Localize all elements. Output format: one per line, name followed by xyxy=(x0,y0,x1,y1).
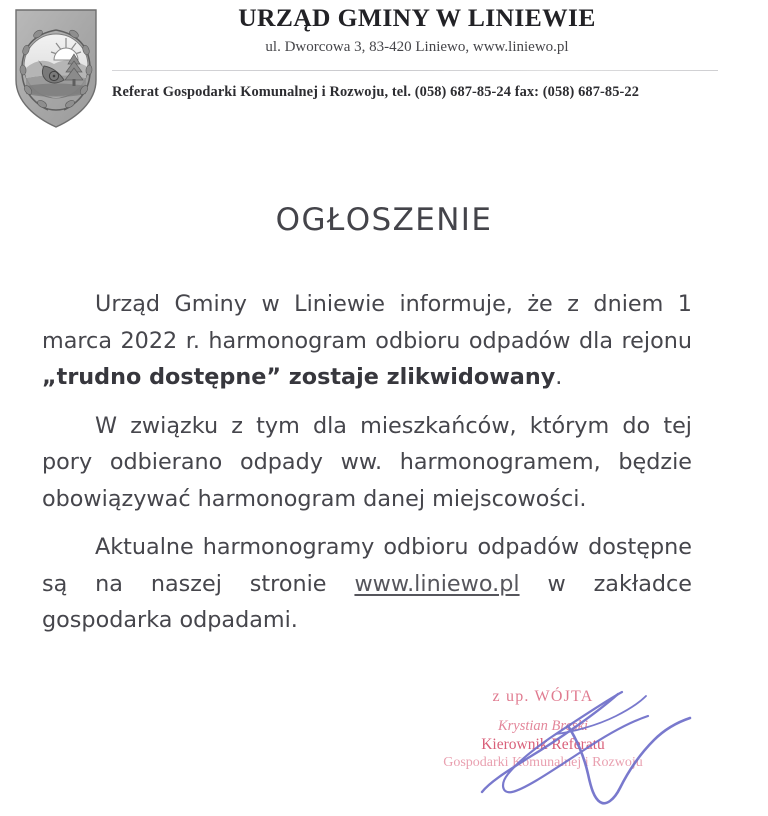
paragraph-2: W związku z tym dla mieszkańców, którym do tej pory odbierano odpady ww. harmonogramem, będzie obowiązywać harmonogram danej miejscowości. xyxy=(42,412,692,512)
paragraph-3 xyxy=(42,529,692,639)
stamp-signatory-role: Kierownik Referatu xyxy=(481,736,605,753)
letterhead-text-block xyxy=(112,4,722,56)
stamp-authority-line: z up. WÓJTA xyxy=(492,688,594,705)
stamp-signatory-name: Krystian Breski xyxy=(497,718,589,734)
letterhead xyxy=(0,0,768,140)
paragraph-1-text-before: Urząd Gminy w Liniewie informuje, że z dniem 1 marca 2022 r. harmonogram odbioru odpadów dla rejonu xyxy=(42,291,692,354)
paragraph-3-text-before: Aktualne harmonogramy odbioru odpadów dostępne są na naszej stronie xyxy=(42,534,692,597)
page-title: OGŁOSZENIE xyxy=(275,201,493,238)
stamp-department-name: Gospodarki Komunalnej i Rozwoju xyxy=(443,755,643,770)
paragraph-1 xyxy=(42,286,692,396)
liniewo-website-link[interactable]: www.liniewo.pl xyxy=(354,570,520,597)
paragraph-1-emphasis: „trudno dostępne” zostaje zlikwidowany xyxy=(42,364,556,390)
office-title: URZĄD GMINY W LINIEWIE xyxy=(238,3,596,32)
paragraph-3-text-after: w zakładce gospodarka odpadami. xyxy=(42,570,692,633)
document-body xyxy=(42,286,692,639)
paragraph-1-text-after: . xyxy=(555,364,563,390)
letterhead-divider xyxy=(112,70,718,71)
office-address: ul. Dworcowa 3, 83-420 Liniewo, www.liniewo.pl xyxy=(265,39,569,56)
signature-block xyxy=(428,688,768,812)
department-contact-line: Referat Gospodarki Komunalnej i Rozwoju, tel. (058) 687-85-24 fax: (058) 687-85-22 xyxy=(112,84,639,100)
coat-of-arms-emblem xyxy=(10,6,102,131)
official-stamp xyxy=(428,688,658,771)
